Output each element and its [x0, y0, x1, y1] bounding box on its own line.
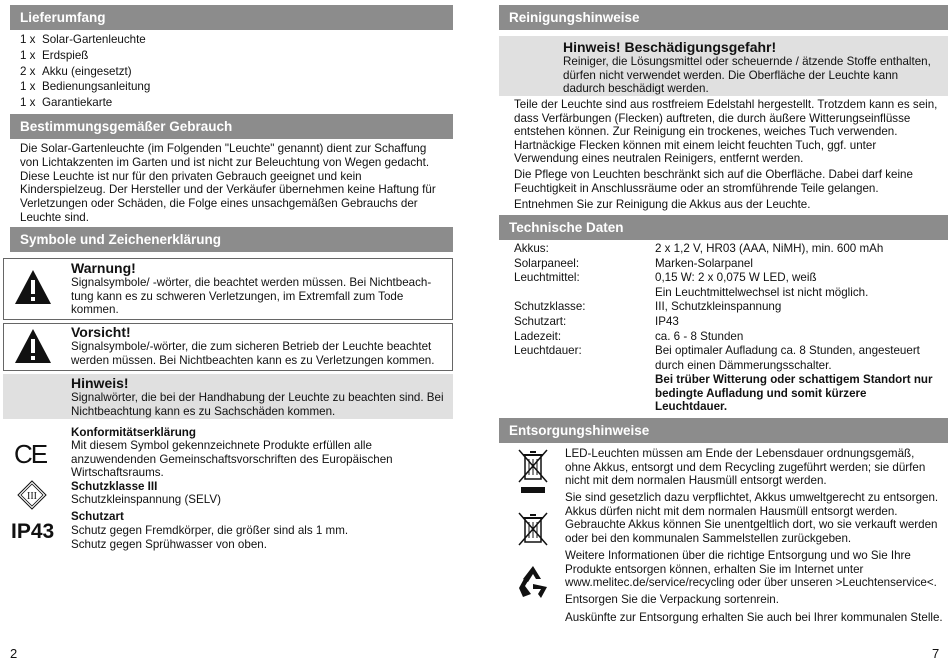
svg-text:III: III — [27, 491, 37, 502]
tech-value: Marken-Solarpanel — [655, 256, 753, 270]
crossed-bin-icon — [516, 447, 550, 495]
text-line: Produkte entsorgen können, erhalten Sie im Internet unter — [565, 562, 864, 576]
text-line: nicht mit dem normalen Hausmüll entsorgt werden. — [565, 474, 827, 488]
text-line: Verletzungen oder Schäden, die Folge eines unsachgemäßen Gebrauchs der — [20, 197, 418, 211]
text-line: tung kann es zu schweren Verletzungen, im Extremfall zum Tode — [71, 289, 404, 303]
tech-value: 0,15 W: 2 x 0,075 W LED, weiß — [655, 271, 817, 285]
text-line: Gebrauchte Akkus können Sie unentgeltlich dort, wo sie verkauft werden — [565, 518, 938, 532]
list-item-text: Garantiekarte — [42, 96, 113, 110]
tech-label: Leuchtmittel: — [514, 271, 580, 285]
list-item-qty: 1 x — [20, 48, 36, 62]
warning-triangle-icon — [13, 268, 53, 306]
text-line: www.melitec.de/service/recycling oder über unseren >Leuchtenservice<. — [565, 576, 937, 590]
text-line: Schutz gegen Sprühwasser von oben. — [71, 537, 267, 551]
tech-label: Leuchtdauer: — [514, 344, 582, 358]
schutzklasse-heading: Schutzklasse III — [71, 480, 158, 493]
vorsicht-heading: Vorsicht! — [71, 324, 131, 340]
section-header-gebrauch: Bestimmungsgemäßer Gebrauch — [10, 114, 453, 139]
recycling-icon — [514, 563, 552, 601]
text-line: Leuchte sind. — [20, 211, 89, 224]
text-line: Reiniger, die Lösungsmittel oder scheuernde / ätzende Stoffe enthalten, — [563, 55, 931, 68]
text-line: Schutzkleinspannung (SELV) — [71, 493, 221, 506]
tech-bold-note: Leuchtdauer. — [655, 400, 728, 414]
page-number-right: 7 — [932, 646, 940, 661]
ce-mark-icon: CE — [14, 439, 47, 469]
text-line: Verwendung eines neutralen Reinigers, entfernt werden. — [514, 152, 804, 166]
tech-label: Ladezeit: — [514, 329, 562, 343]
text-line: von Lichtakzenten im Garten und ist nicht zur Beleuchtung von Wegen gedacht. — [20, 155, 430, 169]
reinigung-hint-heading: Hinweis! Beschädigungsgefahr! — [563, 39, 777, 55]
text-line: Schutz gegen Fremdkörper, die größer sind als 1 mm. — [71, 524, 349, 537]
text-line: Kinderspielzeug. Der Hersteller und der Verkäufer übernehmen keine Haftung für — [20, 183, 436, 197]
text-line: Teile der Leuchte sind aus rostfreiem Edelstahl hergestellt. Trotzdem kann es sein, — [514, 98, 938, 111]
page-number-left: 2 — [10, 646, 18, 661]
text-line: Diese Leuchte ist nur für den privaten Gebrauch geeignet und kein — [20, 169, 362, 183]
tech-value: III, Schutzkleinspannung — [655, 300, 782, 314]
text-line: dass Verfärbungen (Flecken) auftreten, die durch äußere Witterungseinflüsse — [514, 111, 911, 125]
list-item-text: Solar-Gartenleuchte — [42, 33, 146, 46]
protection-class-iii-icon — [16, 479, 48, 511]
text-line: dürfen nicht verwendet werden. Die Oberfläche der Leuchte kann — [563, 68, 899, 82]
schutzart-heading: Schutzart — [71, 510, 124, 523]
text-line: dadurch beschädigt werden. — [563, 82, 709, 96]
tech-label: Schutzklasse: — [514, 300, 586, 314]
text-line: anzuwendenden Gemeinschaftsvorschriften des Europäischen — [71, 452, 393, 466]
text-line: Hartnäckige Flecken können mit einem leicht feuchten Tuch, ggf. unter — [514, 138, 877, 152]
section-header-entsorgung: Entsorgungshinweise — [499, 418, 948, 443]
crossed-bin-battery-icon — [516, 510, 550, 548]
text-line: Akkus dürfen nicht mit dem normalen Hausmüll entsorgt werden. — [565, 504, 898, 518]
text-line: Entnehmen Sie zur Reinigung die Akkus aus der Leuchte. — [514, 198, 811, 211]
text-line: Nichtbeachtung kann es zu Sachschäden kommen. — [71, 404, 336, 418]
text-line: Die Solar-Gartenleuchte (im Folgenden "Leuchte" genannt) dient zur Schaffung — [20, 142, 427, 155]
text-line: Feuchtigkeit in Anschlussräume oder an stromführende Teile gelangen. — [514, 181, 879, 195]
text-line: LED-Leuchten müssen am Ende der Lebensdauer ordnungsgemäß, — [565, 447, 915, 460]
text-line: Signalwörter, die bei der Handhabung der Leuchte zu beachten sind. Bei — [71, 391, 444, 404]
text-line: kommen. — [71, 303, 119, 317]
tech-value: Ein Leuchtmittelwechsel ist nicht möglich. — [655, 285, 869, 299]
tech-value: IP43 — [655, 315, 679, 328]
text-line: oder bei den kommunalen Sammelstellen zurückgeben. — [565, 531, 852, 545]
warnung-heading: Warnung! — [71, 260, 136, 276]
tech-label: Solarpaneel: — [514, 256, 580, 270]
section-header-symbole: Symbole und Zeichenerklärung — [10, 227, 453, 252]
text-line: ohne Akkus, entsorgt und dem Recycling zugeführt werden; sie dürfen — [565, 460, 926, 474]
text-line: Mit diesem Symbol gekennzeichnete Produkte erfüllen alle — [71, 439, 372, 452]
text-line: werden müssen. Bei Nichtbeachten kann es zu Verletzungen kommen. — [71, 353, 435, 367]
tech-bold-note: Bei trüber Witterung oder schattigem Standort nur — [655, 373, 933, 386]
caution-triangle-icon — [13, 327, 53, 365]
ce-heading: Konformitätserklärung — [71, 426, 196, 439]
text-line: Signalsymbole/-wörter, die zum sicheren Betrieb der Leuchte beachtet — [71, 340, 432, 353]
tech-label: Schutzart: — [514, 315, 567, 328]
text-line: Entsorgen Sie die Verpackung sortenrein. — [565, 593, 779, 606]
hinweis-heading: Hinweis! — [71, 375, 129, 391]
list-item-text: Bedienungsanleitung — [42, 80, 151, 94]
section-header-lieferumfang: Lieferumfang — [10, 5, 453, 30]
text-line: Wirtschaftsraums. — [71, 466, 164, 480]
text-line: Signalsymbole/ -wörter, die beachtet werden müssen. Bei Nichtbeach- — [71, 276, 432, 289]
text-line: entstehen können. Zur Reinigung ein trockenes, weiches Tuch verwenden. — [514, 125, 898, 139]
text-line: Sie sind gesetzlich dazu verpflichtet, Akkus umweltgerecht zu entsorgen. — [565, 491, 939, 504]
text-line: Weitere Informationen über die richtige Entsorgung und wo Sie Ihre — [565, 549, 911, 562]
list-item-qty: 2 x — [20, 64, 36, 78]
text-line: Auskünfte zur Entsorgung erhalten Sie auch bei Ihrer kommunalen Stelle. — [565, 611, 943, 624]
ip43-label: IP43 — [11, 520, 55, 543]
tech-value: Bei optimaler Aufladung ca. 8 Stunden, angesteuert — [655, 344, 920, 358]
list-item-qty: 1 x — [20, 80, 36, 94]
tech-value: durch einen Dämmerungsschalter. — [655, 358, 832, 372]
tech-value: ca. 6 - 8 Stunden — [655, 329, 744, 343]
tech-value: 2 x 1,2 V, HR03 (AAA, NiMH), min. 600 mAh — [655, 242, 884, 255]
list-item-text: Erdspieß — [42, 48, 89, 62]
section-header-technik: Technische Daten — [499, 215, 948, 240]
tech-label: Akkus: — [514, 242, 549, 255]
list-item-text: Akku (eingesetzt) — [42, 64, 132, 78]
tech-bold-note: bedingte Aufladung und somit kürzere — [655, 386, 867, 400]
list-item-qty: 1 x — [20, 33, 36, 46]
list-item-qty: 1 x — [20, 96, 36, 110]
text-line: Die Pflege von Leuchten beschränkt sich auf die Oberfläche. Dabei darf keine — [514, 168, 913, 181]
section-header-reinigung: Reinigungshinweise — [499, 5, 948, 30]
